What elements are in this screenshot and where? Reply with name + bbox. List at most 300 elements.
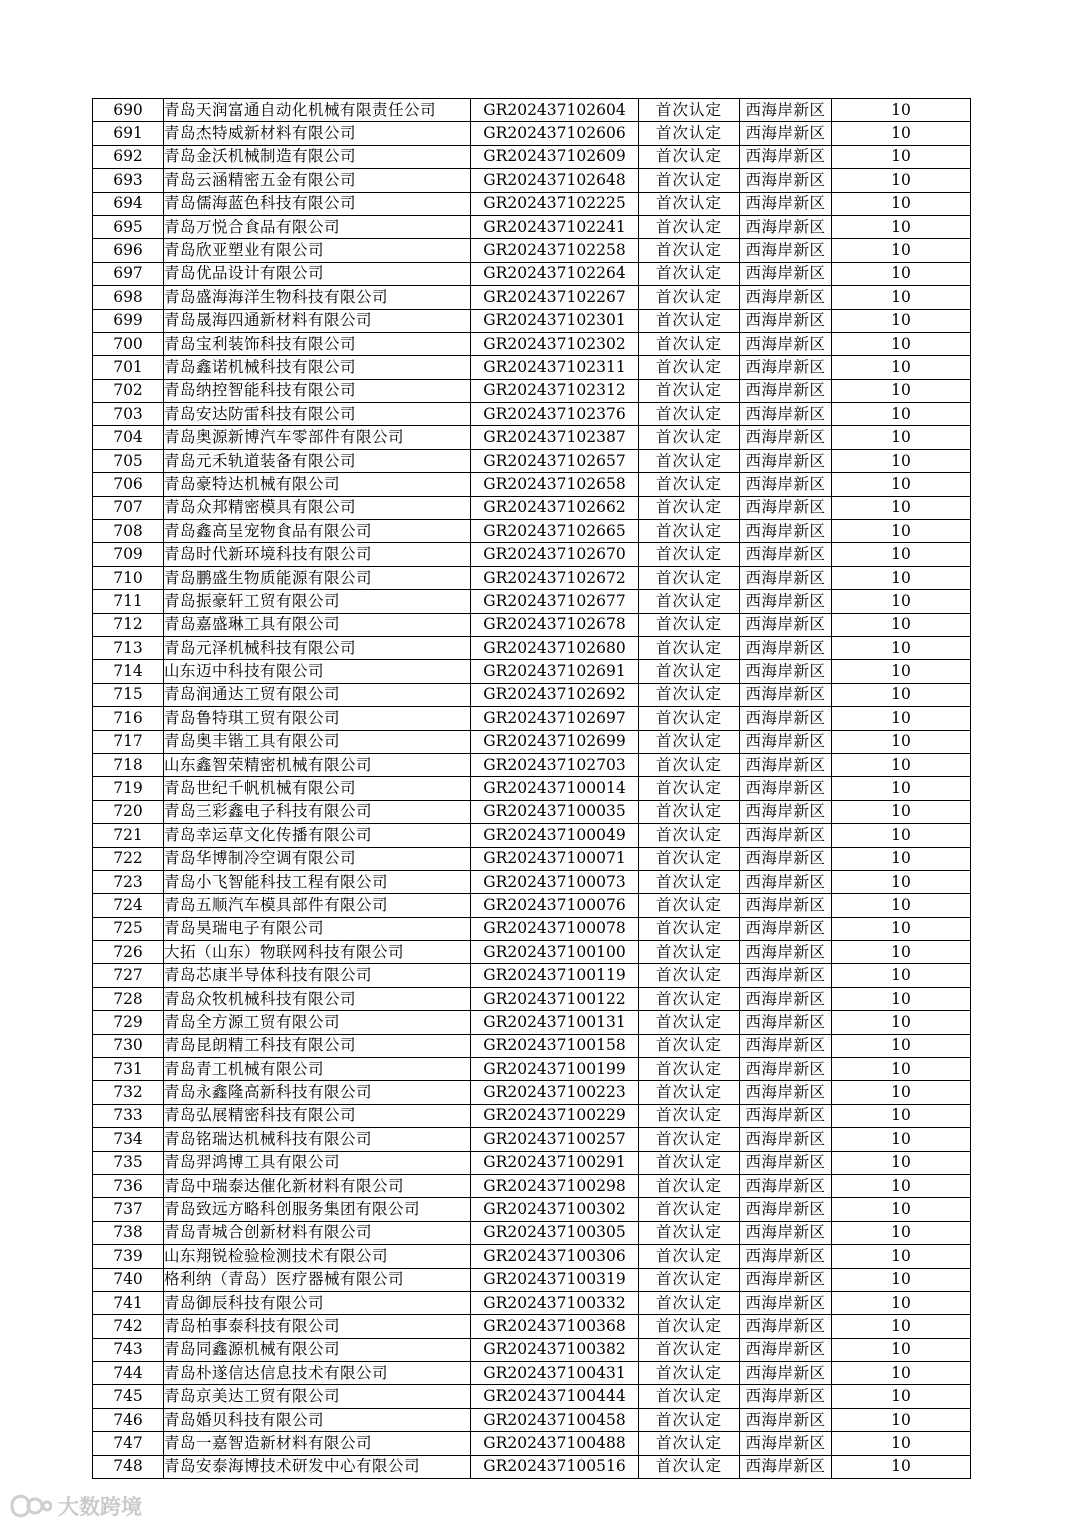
table-row: [93, 987, 971, 1010]
certification-type: 首次认定: [639, 894, 740, 917]
row-number: 728: [93, 987, 164, 1010]
score: 10: [832, 122, 971, 145]
score: 10: [832, 403, 971, 426]
certificate-number: GR202437100199: [471, 1058, 639, 1081]
row-number: 735: [93, 1151, 164, 1174]
district: 西海岸新区: [740, 426, 832, 449]
score: 10: [832, 613, 971, 636]
district: 西海岸新区: [740, 1174, 832, 1197]
company-name: 青岛昆朗精工科技有限公司: [164, 1034, 471, 1057]
document-table-container: [92, 98, 971, 1479]
table-row: [93, 1455, 971, 1478]
score: 10: [832, 1268, 971, 1291]
table-row: [93, 1011, 971, 1034]
certificate-number: GR202437100035: [471, 800, 639, 823]
district: 西海岸新区: [740, 239, 832, 262]
certificate-number: GR202437102387: [471, 426, 639, 449]
score: 10: [832, 215, 971, 238]
certification-type: 首次认定: [639, 1221, 740, 1244]
score: 10: [832, 566, 971, 589]
certification-type: 首次认定: [639, 99, 740, 122]
certificate-number: GR202437102699: [471, 730, 639, 753]
certificate-number: GR202437102691: [471, 660, 639, 683]
row-number: 732: [93, 1081, 164, 1104]
certification-type: 首次认定: [639, 1174, 740, 1197]
certification-type: 首次认定: [639, 636, 740, 659]
certification-type: 首次认定: [639, 800, 740, 823]
district: 西海岸新区: [740, 1198, 832, 1221]
row-number: 731: [93, 1058, 164, 1081]
table-row: [93, 613, 971, 636]
certificate-number: GR202437102225: [471, 192, 639, 215]
certificate-number: GR202437100223: [471, 1081, 639, 1104]
table-row: [93, 192, 971, 215]
district: 西海岸新区: [740, 1245, 832, 1268]
company-name: 青岛一嘉智造新材料有限公司: [164, 1432, 471, 1455]
row-number: 693: [93, 169, 164, 192]
row-number: 697: [93, 262, 164, 285]
certification-type: 首次认定: [639, 941, 740, 964]
district: 西海岸新区: [740, 707, 832, 730]
row-number: 707: [93, 496, 164, 519]
certificate-number: GR202437102301: [471, 309, 639, 332]
certification-type: 首次认定: [639, 1408, 740, 1431]
certificate-number: GR202437100332: [471, 1291, 639, 1314]
company-name: 格利纳（青岛）医疗器械有限公司: [164, 1268, 471, 1291]
table-row: [93, 239, 971, 262]
table-row: [93, 356, 971, 379]
row-number: 748: [93, 1455, 164, 1478]
score: 10: [832, 1315, 971, 1338]
score: 10: [832, 169, 971, 192]
district: 西海岸新区: [740, 215, 832, 238]
row-number: 723: [93, 870, 164, 893]
district: 西海岸新区: [740, 800, 832, 823]
company-name: 青岛润通达工贸有限公司: [164, 683, 471, 706]
certification-type: 首次认定: [639, 707, 740, 730]
company-name: 青岛幸运草文化传播有限公司: [164, 824, 471, 847]
table-row: [93, 566, 971, 589]
district: 西海岸新区: [740, 987, 832, 1010]
row-number: 700: [93, 332, 164, 355]
table-row: [93, 1081, 971, 1104]
district: 西海岸新区: [740, 590, 832, 613]
score: 10: [832, 99, 971, 122]
district: 西海岸新区: [740, 356, 832, 379]
district: 西海岸新区: [740, 122, 832, 145]
certification-type: 首次认定: [639, 1455, 740, 1478]
district: 西海岸新区: [740, 777, 832, 800]
score: 10: [832, 1174, 971, 1197]
row-number: 696: [93, 239, 164, 262]
table-row: [93, 660, 971, 683]
certificate-number: GR202437100291: [471, 1151, 639, 1174]
score: 10: [832, 239, 971, 262]
certificate-number: GR202437102258: [471, 239, 639, 262]
certificate-number: GR202437100305: [471, 1221, 639, 1244]
certificate-number: GR202437100444: [471, 1385, 639, 1408]
company-name: 青岛天润富通自动化机械有限责任公司: [164, 99, 471, 122]
row-number: 737: [93, 1198, 164, 1221]
company-name: 青岛世纪千帆机械有限公司: [164, 777, 471, 800]
row-number: 695: [93, 215, 164, 238]
row-number: 702: [93, 379, 164, 402]
certification-type: 首次认定: [639, 496, 740, 519]
row-number: 709: [93, 543, 164, 566]
district: 西海岸新区: [740, 309, 832, 332]
score: 10: [832, 1104, 971, 1127]
certificate-number: GR202437100122: [471, 987, 639, 1010]
district: 西海岸新区: [740, 1058, 832, 1081]
table-row: [93, 145, 971, 168]
score: 10: [832, 286, 971, 309]
table-row: [93, 1408, 971, 1431]
company-name: 青岛鑫高呈宠物食品有限公司: [164, 520, 471, 543]
district: 西海岸新区: [740, 1432, 832, 1455]
table-row: [93, 1221, 971, 1244]
district: 西海岸新区: [740, 660, 832, 683]
district: 西海岸新区: [740, 847, 832, 870]
certificate-number: GR202437102312: [471, 379, 639, 402]
table-row: [93, 449, 971, 472]
district: 西海岸新区: [740, 964, 832, 987]
company-name: 青岛豪特达机械有限公司: [164, 473, 471, 496]
score: 10: [832, 145, 971, 168]
certification-type: 首次认定: [639, 753, 740, 776]
watermark-text: 大数跨境: [58, 1495, 142, 1519]
certificate-number: GR202437102606: [471, 122, 639, 145]
district: 西海岸新区: [740, 543, 832, 566]
certification-type: 首次认定: [639, 660, 740, 683]
score: 10: [832, 870, 971, 893]
score: 10: [832, 262, 971, 285]
score: 10: [832, 1011, 971, 1034]
table-row: [93, 1104, 971, 1127]
district: 西海岸新区: [740, 145, 832, 168]
row-number: 741: [93, 1291, 164, 1314]
table-row: [93, 777, 971, 800]
certificate-number: GR202437102376: [471, 403, 639, 426]
score: 10: [832, 1221, 971, 1244]
certificate-number: GR202437100458: [471, 1408, 639, 1431]
district: 西海岸新区: [740, 1268, 832, 1291]
company-name: 青岛杰特威新材料有限公司: [164, 122, 471, 145]
score: 10: [832, 1198, 971, 1221]
district: 西海岸新区: [740, 1104, 832, 1127]
certification-type: 首次认定: [639, 590, 740, 613]
row-number: 699: [93, 309, 164, 332]
certificate-number: GR202437102677: [471, 590, 639, 613]
table-row: [93, 286, 971, 309]
certification-type: 首次认定: [639, 145, 740, 168]
certification-type: 首次认定: [639, 613, 740, 636]
certification-type: 首次认定: [639, 426, 740, 449]
table-row: [93, 543, 971, 566]
table-row: [93, 1362, 971, 1385]
district: 西海岸新区: [740, 1011, 832, 1034]
certification-type: 首次认定: [639, 1034, 740, 1057]
certification-type: 首次认定: [639, 403, 740, 426]
company-name: 青岛五顺汽车模具部件有限公司: [164, 894, 471, 917]
certification-type: 首次认定: [639, 1104, 740, 1127]
row-number: 711: [93, 590, 164, 613]
company-name: 青岛婚贝科技有限公司: [164, 1408, 471, 1431]
table-row: [93, 99, 971, 122]
certificate-number: GR202437100071: [471, 847, 639, 870]
table-row: [93, 215, 971, 238]
score: 10: [832, 1058, 971, 1081]
score: 10: [832, 824, 971, 847]
row-number: 692: [93, 145, 164, 168]
row-number: 705: [93, 449, 164, 472]
district: 西海岸新区: [740, 1455, 832, 1478]
score: 10: [832, 1291, 971, 1314]
district: 西海岸新区: [740, 332, 832, 355]
company-name: 青岛青城合创新材料有限公司: [164, 1221, 471, 1244]
district: 西海岸新区: [740, 1221, 832, 1244]
row-number: 746: [93, 1408, 164, 1431]
district: 西海岸新区: [740, 824, 832, 847]
table-row: [93, 1128, 971, 1151]
score: 10: [832, 1432, 971, 1455]
table-row: [93, 707, 971, 730]
district: 西海岸新区: [740, 683, 832, 706]
company-name: 青岛鑫诺机械科技有限公司: [164, 356, 471, 379]
certification-type: 首次认定: [639, 1128, 740, 1151]
score: 10: [832, 636, 971, 659]
certificate-number: GR202437102680: [471, 636, 639, 659]
certification-type: 首次认定: [639, 309, 740, 332]
row-number: 717: [93, 730, 164, 753]
row-number: 734: [93, 1128, 164, 1151]
certification-type: 首次认定: [639, 987, 740, 1010]
certification-type: 首次认定: [639, 1315, 740, 1338]
certification-type: 首次认定: [639, 1432, 740, 1455]
district: 西海岸新区: [740, 1385, 832, 1408]
table-row: [93, 1315, 971, 1338]
certificate-number: GR202437102267: [471, 286, 639, 309]
table-row: [93, 403, 971, 426]
company-name: 青岛鲁特琪工贸有限公司: [164, 707, 471, 730]
company-name: 青岛时代新环境科技有限公司: [164, 543, 471, 566]
certification-type: 首次认定: [639, 730, 740, 753]
district: 西海岸新区: [740, 941, 832, 964]
table-row: [93, 1385, 971, 1408]
district: 西海岸新区: [740, 870, 832, 893]
company-name: 青岛嘉盛琳工具有限公司: [164, 613, 471, 636]
district: 西海岸新区: [740, 1128, 832, 1151]
certificate-number: GR202437100073: [471, 870, 639, 893]
certificate-number: GR202437100119: [471, 964, 639, 987]
table-row: [93, 473, 971, 496]
row-number: 710: [93, 566, 164, 589]
company-name: 青岛朴遂信达信息技术有限公司: [164, 1362, 471, 1385]
row-number: 740: [93, 1268, 164, 1291]
certificate-number: GR202437102692: [471, 683, 639, 706]
row-number: 724: [93, 894, 164, 917]
score: 10: [832, 356, 971, 379]
row-number: 701: [93, 356, 164, 379]
company-name: 青岛永鑫隆高新科技有限公司: [164, 1081, 471, 1104]
certification-type: 首次认定: [639, 1245, 740, 1268]
score: 10: [832, 683, 971, 706]
table-row: [93, 800, 971, 823]
district: 西海岸新区: [740, 99, 832, 122]
row-number: 704: [93, 426, 164, 449]
certificate-number: GR202437100131: [471, 1011, 639, 1034]
company-name: 青岛致远方略科创服务集团有限公司: [164, 1198, 471, 1221]
certificate-number: GR202437100516: [471, 1455, 639, 1478]
certificate-number: GR202437102672: [471, 566, 639, 589]
score: 10: [832, 192, 971, 215]
district: 西海岸新区: [740, 1362, 832, 1385]
district: 西海岸新区: [740, 894, 832, 917]
score: 10: [832, 1034, 971, 1057]
district: 西海岸新区: [740, 262, 832, 285]
company-name: 青岛安达防雷科技有限公司: [164, 403, 471, 426]
table-row: [93, 636, 971, 659]
score: 10: [832, 590, 971, 613]
row-number: 729: [93, 1011, 164, 1034]
score: 10: [832, 707, 971, 730]
district: 西海岸新区: [740, 1151, 832, 1174]
certificate-number: GR202437102648: [471, 169, 639, 192]
company-name: 青岛安泰海博技术研发中心有限公司: [164, 1455, 471, 1478]
row-number: 715: [93, 683, 164, 706]
company-name: 青岛弘展精密科技有限公司: [164, 1104, 471, 1127]
certificate-number: GR202437102302: [471, 332, 639, 355]
row-number: 713: [93, 636, 164, 659]
district: 西海岸新区: [740, 449, 832, 472]
row-number: 744: [93, 1362, 164, 1385]
score: 10: [832, 1408, 971, 1431]
certificate-number: GR202437100014: [471, 777, 639, 800]
company-name: 青岛柏事泰科技有限公司: [164, 1315, 471, 1338]
row-number: 738: [93, 1221, 164, 1244]
row-number: 722: [93, 847, 164, 870]
table-row: [93, 1151, 971, 1174]
score: 10: [832, 1362, 971, 1385]
certificate-number: GR202437100076: [471, 894, 639, 917]
certification-type: 首次认定: [639, 1338, 740, 1361]
table-row: [93, 520, 971, 543]
certification-type: 首次认定: [639, 566, 740, 589]
row-number: 690: [93, 99, 164, 122]
certificate-number: GR202437102241: [471, 215, 639, 238]
table-row: [93, 870, 971, 893]
company-name: 青岛青工机械有限公司: [164, 1058, 471, 1081]
district: 西海岸新区: [740, 192, 832, 215]
certificate-number: GR202437100431: [471, 1362, 639, 1385]
certificate-number: GR202437100368: [471, 1315, 639, 1338]
company-name: 青岛众牧机械科技有限公司: [164, 987, 471, 1010]
score: 10: [832, 917, 971, 940]
district: 西海岸新区: [740, 1034, 832, 1057]
score: 10: [832, 1245, 971, 1268]
score: 10: [832, 894, 971, 917]
row-number: 698: [93, 286, 164, 309]
score: 10: [832, 449, 971, 472]
score: 10: [832, 1338, 971, 1361]
score: 10: [832, 941, 971, 964]
score: 10: [832, 660, 971, 683]
score: 10: [891, 1457, 911, 1476]
row-number: 714: [93, 660, 164, 683]
company-name: 青岛昊瑞电子有限公司: [164, 917, 471, 940]
company-name: 青岛纳控智能科技有限公司: [164, 379, 471, 402]
district: 西海岸新区: [740, 379, 832, 402]
certificate-number: GR202437100306: [471, 1245, 639, 1268]
certificate-number: GR202437102670: [471, 543, 639, 566]
certification-type: 首次认定: [639, 1385, 740, 1408]
certificate-number: GR202437100298: [471, 1174, 639, 1197]
company-name: 青岛铭瑞达机械科技有限公司: [164, 1128, 471, 1151]
score: 10: [832, 987, 971, 1010]
company-name: 青岛奥丰锴工具有限公司: [164, 730, 471, 753]
row-number: 733: [93, 1104, 164, 1127]
table-row: [93, 1432, 971, 1455]
company-name: 青岛京美达工贸有限公司: [164, 1385, 471, 1408]
district: 西海岸新区: [740, 1338, 832, 1361]
company-name: 青岛晟海四通新材料有限公司: [164, 309, 471, 332]
company-name: 山东翔锐检验检测技术有限公司: [164, 1245, 471, 1268]
row-number: 736: [93, 1174, 164, 1197]
table-row: [93, 894, 971, 917]
score: 10: [832, 730, 971, 753]
certification-type: 首次认定: [639, 449, 740, 472]
company-name: 青岛中瑞泰达催化新材料有限公司: [164, 1174, 471, 1197]
certification-type: 首次认定: [639, 1151, 740, 1174]
certification-type: 首次认定: [639, 1291, 740, 1314]
company-list-table: [92, 98, 971, 1479]
certification-type: 首次认定: [639, 520, 740, 543]
company-name: 青岛元禾轨道装备有限公司: [164, 449, 471, 472]
certification-type: 首次认定: [639, 356, 740, 379]
district: 西海岸新区: [740, 496, 832, 519]
company-name: 青岛羿鸿博工具有限公司: [164, 1151, 471, 1174]
certificate-number: GR202437102311: [471, 356, 639, 379]
certification-type: 首次认定: [639, 169, 740, 192]
district: 西海岸新区: [740, 1315, 832, 1338]
row-number: 745: [93, 1385, 164, 1408]
table-row: [93, 1034, 971, 1057]
certification-type: 首次认定: [639, 1362, 740, 1385]
row-number: 721: [93, 824, 164, 847]
row-number: 694: [93, 192, 164, 215]
district: 西海岸新区: [740, 1408, 832, 1431]
district: 西海岸新区: [740, 473, 832, 496]
certification-type: 首次认定: [639, 286, 740, 309]
row-number: 727: [93, 964, 164, 987]
certification-type: 首次认定: [639, 262, 740, 285]
district: 西海岸新区: [740, 730, 832, 753]
table-row: [93, 262, 971, 285]
certification-type: 首次认定: [639, 1198, 740, 1221]
table-row: [93, 379, 971, 402]
score: 10: [832, 800, 971, 823]
certificate-number: GR202437100049: [471, 824, 639, 847]
watermark: [8, 1490, 142, 1522]
score: 10: [832, 1151, 971, 1174]
company-name: 青岛元泽机械科技有限公司: [164, 636, 471, 659]
district: 西海岸新区: [740, 613, 832, 636]
certification-type: 首次认定: [639, 1081, 740, 1104]
certificate-number: GR202437102609: [471, 145, 639, 168]
certificate-number: GR202437100319: [471, 1268, 639, 1291]
certificate-number: GR202437102697: [471, 707, 639, 730]
row-number: 719: [93, 777, 164, 800]
table-row: [93, 1338, 971, 1361]
